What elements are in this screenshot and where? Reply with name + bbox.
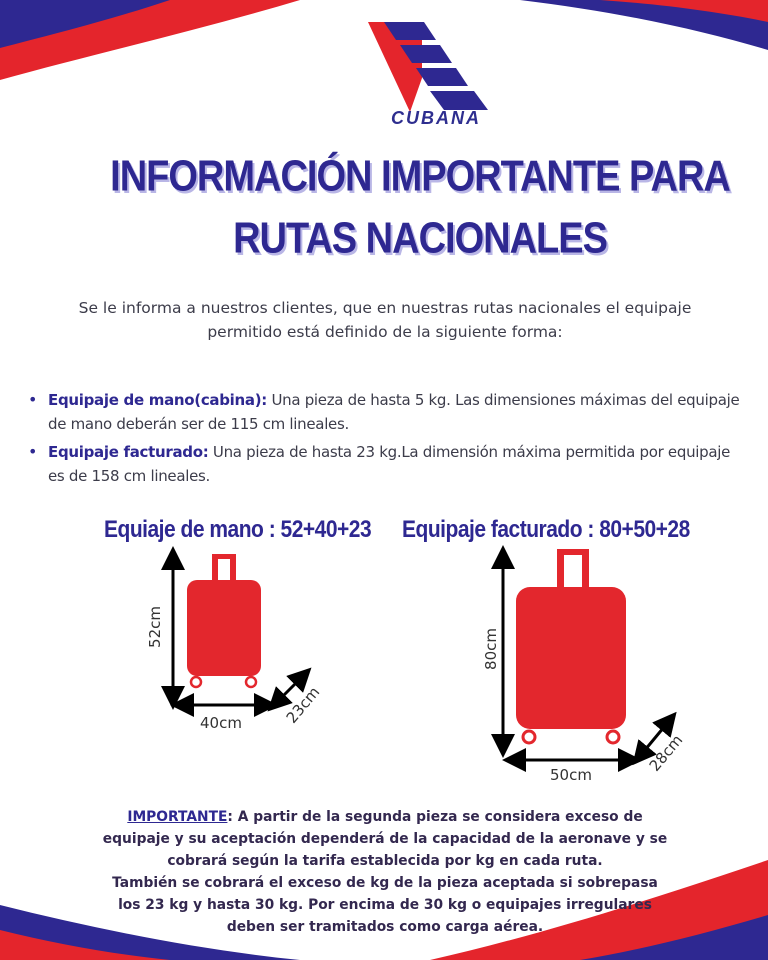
important-notice xyxy=(60,806,710,938)
notice-text: : A partir de la segunda pieza se considera exceso de xyxy=(227,809,643,825)
important-label: IMPORTANTE xyxy=(127,809,228,825)
carry-on-suitcase-icon xyxy=(187,554,261,687)
bullet-icon: • xyxy=(28,390,38,409)
bullet-text: Una pieza de hasta 23 kg.La dimensión máxima permitida por equipaje es de 158 cm lineales. xyxy=(48,443,731,485)
intro-line-2: permitido está definido de la siguiente forma: xyxy=(207,323,563,341)
notice-line: cobrará según la tarifa establecida por kg en cada ruta. xyxy=(167,853,603,869)
bullet-label: Equipaje facturado: xyxy=(48,443,209,461)
carry-on-depth-label: 23cm xyxy=(282,683,324,727)
checked-width-label: 50cm xyxy=(550,766,592,784)
carry-on-title: Equiaje de mano : 52+40+23 xyxy=(104,516,372,543)
bullet-text: Una pieza de hasta 5 kg. Las dimensiones máximas del equipaje de mano deberán ser de 115 cm lineales. xyxy=(48,391,740,433)
notice-line: También se cobrará el exceso de kg de la pieza aceptada si sobrepasa xyxy=(112,875,658,891)
notice-line xyxy=(60,806,710,828)
checked-height-label: 80cm xyxy=(481,628,500,670)
checked-depth-label: 28cm xyxy=(645,731,687,775)
brand-wordmark: CUBANA xyxy=(391,108,481,128)
carry-on-height-label: 52cm xyxy=(145,606,164,648)
carry-on-width-label: 40cm xyxy=(200,714,242,732)
checked-suitcase-icon xyxy=(516,549,626,743)
headline-line-1: INFORMACIÓN IMPORTANTE PARA xyxy=(110,152,730,202)
bullet-icon: • xyxy=(28,442,38,461)
notice-line: deben ser tramitados como carga aérea. xyxy=(226,919,544,935)
bullet-label: Equipaje de mano(cabina): xyxy=(48,391,267,409)
checked-title: Equipaje facturado : 80+50+28 xyxy=(402,516,690,543)
notice-line: los 23 kg y hasta 30 kg. Por encima de 30 kg o equipajes irregulares xyxy=(118,897,652,913)
intro-line-1: Se le informa a nuestros clientes, que en nuestras rutas nacionales el equipaje xyxy=(78,299,692,317)
notice-line: equipaje y su aceptación dependerá de la capacidad de la aeronave y se xyxy=(102,831,668,847)
headline-line-2: RUTAS NACIONALES xyxy=(233,214,607,264)
